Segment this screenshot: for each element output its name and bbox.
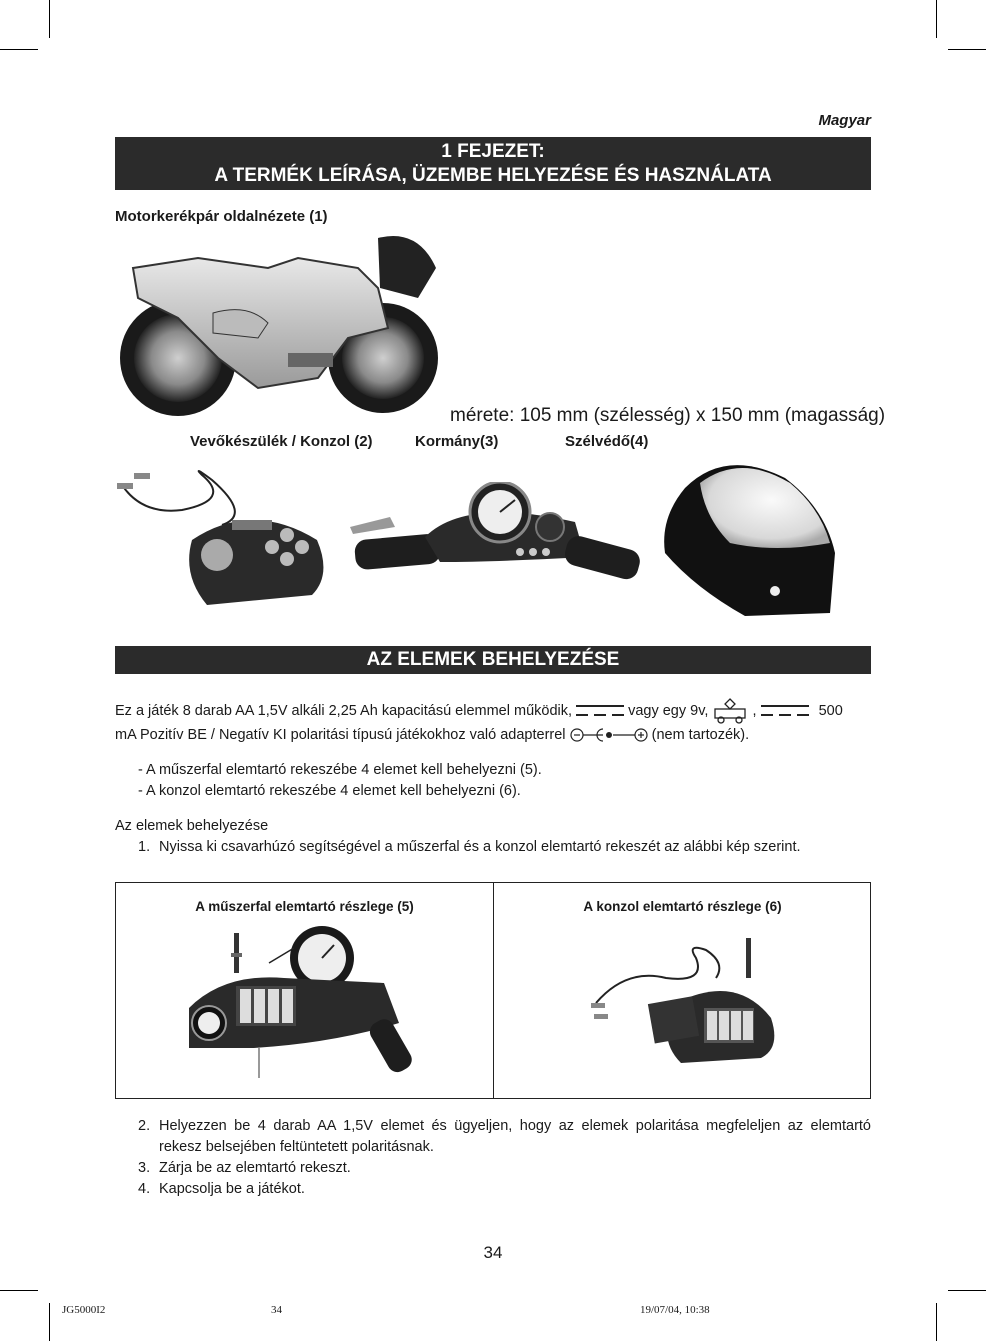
step-text: Kapcsolja be a játékot. — [159, 1181, 305, 1197]
console-photo-icon — [112, 465, 332, 615]
chapter-heading — [115, 137, 871, 190]
part-label-windshield: Szélvédő(4) — [565, 433, 649, 450]
chapter-number: 1 FEJEZET: — [441, 141, 545, 162]
footer-date: 19/07/04, 10:38 — [640, 1304, 710, 1316]
adapter-plug-icon — [712, 698, 748, 724]
section-heading-batteries: AZ ELEMEK BEHELYEZÉSE — [115, 646, 871, 674]
crop-mark — [49, 1303, 50, 1341]
intro-text-3: , — [752, 702, 757, 719]
intro-text-1: Ez a játék 8 darab AA 1,5V alkáli 2,25 Ah kapacitású elemmel működik, — [115, 702, 573, 719]
console-battery-photo-icon — [586, 928, 786, 1088]
bullet-item: - A műszerfal elemtartó rekeszébe 4 elemet kell behelyezni (5). — [138, 762, 542, 778]
step-number: 1. — [138, 839, 151, 855]
chapter-title: A TERMÉK LEÍRÁSA, ÜZEMBE HELYEZÉSE ÉS HASZNÁLATA — [214, 165, 772, 186]
bullet-item: - A konzol elemtartó rekeszébe 4 elemet kell behelyezni (6). — [138, 783, 521, 799]
windshield-photo-icon — [655, 458, 840, 618]
dc-symbol-icon — [576, 703, 624, 719]
dashboard-battery-photo-icon — [184, 923, 429, 1093]
motorbike-caption: Motorkerékpár oldalnézete (1) — [115, 208, 328, 225]
footer-page: 34 — [271, 1304, 282, 1316]
table-divider — [493, 883, 494, 1098]
step-text: Helyezzen be 4 darab AA 1,5V elemet és ügyeljen, hogy az elemek polaritása megfeleljen az elemtartó — [159, 1118, 871, 1134]
step-number: 3. — [138, 1160, 151, 1176]
battery-compartment-table — [115, 882, 871, 1099]
part-label-handlebar: Kormány(3) — [415, 433, 499, 450]
intro-text-2: vagy egy 9v, — [628, 702, 709, 719]
crop-mark — [948, 1290, 986, 1291]
crop-mark — [49, 0, 50, 38]
step-number: 4. — [138, 1181, 151, 1197]
crop-mark — [0, 49, 38, 50]
crop-mark — [936, 0, 937, 38]
step-text: Nyissa ki csavarhúzó segítségével a műszerfal és a konzol elemtartó rekeszét az alábbi kép szerint. — [159, 839, 801, 855]
language-label: Magyar — [818, 112, 871, 129]
intro-line-1 — [115, 698, 875, 724]
footer-code: JG5000I2 — [62, 1304, 106, 1316]
part-label-console: Vevőkészülék / Konzol (2) — [190, 433, 373, 450]
intro-text-6: (nem tartozék). — [651, 727, 750, 743]
table-title-console: A konzol elemtartó részlege (6) — [583, 899, 782, 914]
crop-mark — [936, 1303, 937, 1341]
dc-symbol-icon — [761, 703, 809, 719]
step-number: 2. — [138, 1118, 151, 1134]
step-text: Zárja be az elemtartó rekeszt. — [159, 1160, 351, 1176]
polarity-symbol-icon — [570, 727, 648, 743]
handlebar-photo-icon — [345, 482, 645, 597]
crop-mark — [948, 49, 986, 50]
steps-intro: Az elemek behelyezése — [115, 818, 269, 834]
motorbike-dimensions: mérete: 105 mm (szélesség) x 150 mm (magasság) — [450, 405, 886, 426]
motorbike-photo-icon — [118, 228, 443, 420]
step-text: rekesz belsejében feltüntetett polaritásnak. — [159, 1139, 434, 1155]
table-title-dashboard: A műszerfal elemtartó részlege (5) — [195, 899, 414, 914]
intro-line-2 — [115, 723, 749, 747]
page-number: 34 — [483, 1243, 503, 1262]
intro-text-5: mA Pozitív BE / Negatív KI polaritási típusú játékokhoz való adapterrel — [115, 727, 566, 743]
crop-mark — [0, 1290, 38, 1291]
intro-text-4: 500 — [818, 702, 843, 719]
